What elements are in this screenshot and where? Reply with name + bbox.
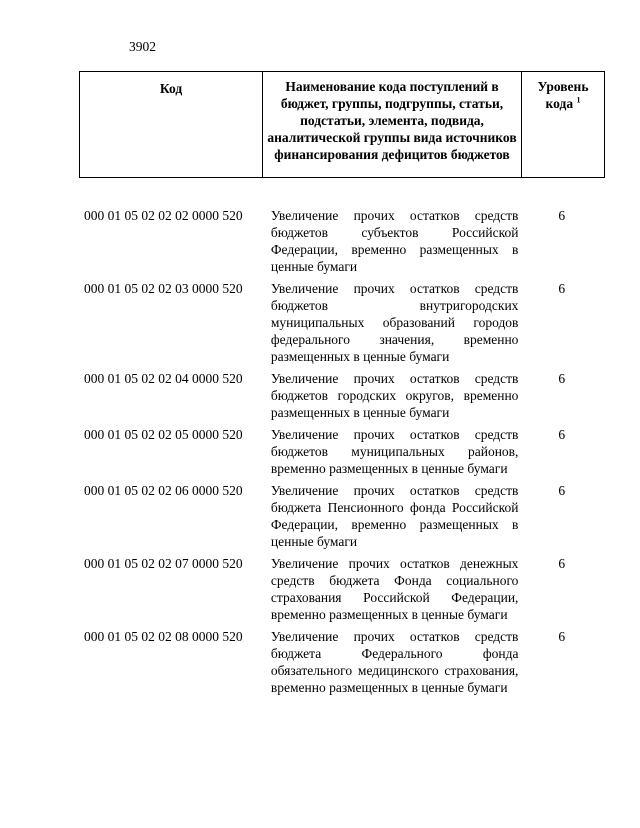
- row-level: 6: [558, 281, 566, 296]
- header-code: Код: [80, 72, 263, 178]
- row-code: 000 01 05 02 02 08 0000 520: [84, 629, 243, 644]
- header-level: [522, 72, 605, 178]
- table-header: [79, 71, 605, 178]
- row-level: 6: [558, 556, 566, 571]
- table-row: [79, 370, 599, 421]
- row-code: 000 01 05 02 02 05 0000 520: [84, 427, 243, 442]
- row-level: 6: [558, 208, 566, 223]
- row-code: 000 01 05 02 02 03 0000 520: [84, 281, 243, 296]
- row-level: 6: [558, 629, 566, 644]
- row-name: Увеличение прочих остатков средств бюджетов городских округов, временно размещенных в ценные бумаги: [270, 371, 519, 420]
- row-name: Увеличение прочих остатков средств бюджета Пенсионного фонда Российской Федерации, временно размещенных в ценные бумаги: [270, 483, 519, 549]
- table-row: [79, 207, 599, 275]
- header-level-footnote: 1: [576, 95, 581, 105]
- table-row: [79, 628, 599, 696]
- row-level: 6: [558, 371, 566, 386]
- row-code: 000 01 05 02 02 02 0000 520: [84, 208, 243, 223]
- header-name: Наименование кода поступлений в бюджет, группы, подгруппы, статьи, подстатьи, элемента, подвида, аналитической группы вида источников финансирования дефицитов бюджетов: [263, 72, 522, 178]
- row-code: 000 01 05 02 02 04 0000 520: [84, 371, 243, 386]
- row-level: 6: [558, 427, 566, 442]
- row-name: Увеличение прочих остатков средств бюджета Федерального фонда обязательного медицинского страхования, временно размещенных в ценные бумаги: [270, 629, 519, 695]
- page-number: 3902: [129, 39, 156, 54]
- table-row: [79, 426, 599, 477]
- row-code: 000 01 05 02 02 07 0000 520: [84, 556, 243, 571]
- row-level: 6: [558, 483, 566, 498]
- table-row: [79, 482, 599, 550]
- row-code: 000 01 05 02 02 06 0000 520: [84, 483, 243, 498]
- header-level-label: Уровень кода: [537, 79, 589, 111]
- row-name: Увеличение прочих остатков средств бюджетов субъектов Российской Федерации, временно размещенных в ценные бумаги: [270, 208, 519, 274]
- row-name: Увеличение прочих остатков средств бюджетов внутригородских муниципальных образований городов федерального значения, временно размещенных в ценные бумаги: [270, 281, 519, 364]
- row-name: Увеличение прочих остатков денежных средств бюджета Фонда социального страхования Российской Федерации, временно размещенных в ценные бумаги: [270, 556, 519, 622]
- row-name: Увеличение прочих остатков средств бюджетов муниципальных районов, временно размещенных в ценные бумаги: [270, 427, 519, 476]
- table-row: [79, 555, 599, 623]
- table-row: [79, 280, 599, 365]
- table-body: [79, 207, 599, 701]
